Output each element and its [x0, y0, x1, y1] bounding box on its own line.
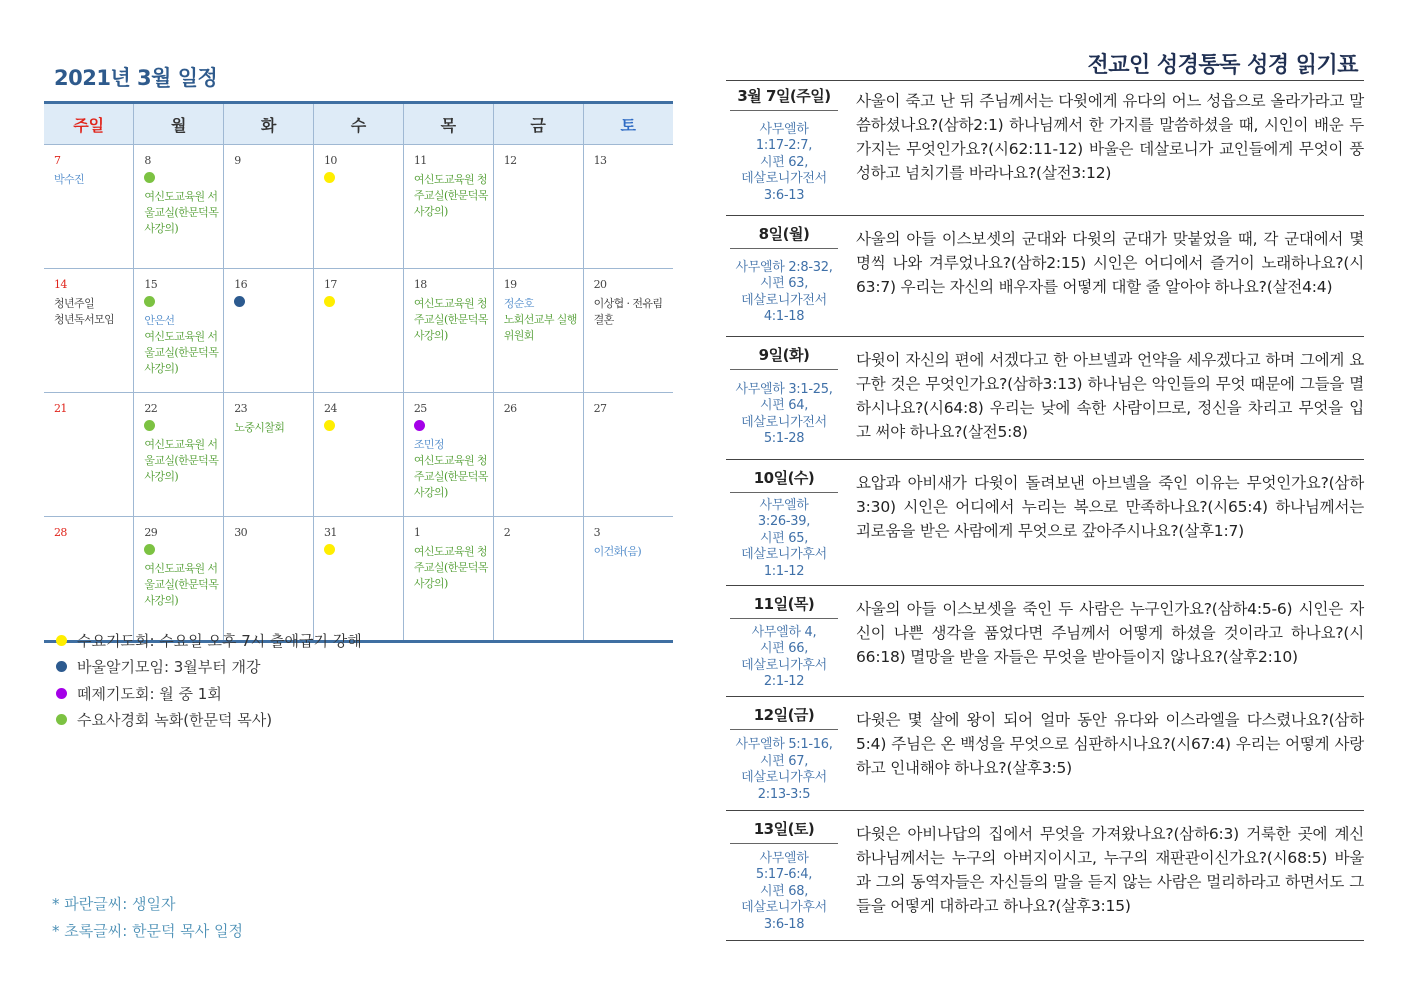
reading-questions: 사울의 아들 이스보셋의 군대와 다윗의 군대가 맞붙었을 때, 각 군대에서 몇 명씩 나와 겨루었나요?(삼하2:15) 시인은 어디에서 즐거이 노래하나요?(시63:7) 우리는 자신의 배우자를 어떻게 대할 줄 알아야 하나요?(살전4:4): [856, 230, 1364, 296]
calendar-day-cell: [403, 145, 493, 269]
calendar-event: 여신도교육원 청주교실(한문덕목사강의): [413, 545, 488, 590]
weekday-header: 주일: [44, 103, 134, 145]
day-number: 22: [144, 402, 158, 415]
day-number: 14: [54, 278, 67, 291]
calendar-day-cell: [493, 269, 583, 393]
reading-passages: [726, 122, 842, 205]
calendar-day-cell: [314, 269, 404, 393]
legend-dot-yellow: [56, 635, 67, 646]
reading-questions: 요압과 아비새가 다윗이 돌려보낸 아브넬을 죽인 이유는 무엇인가요?(삼하3:30) 시인은 어디에서 누리는 복으로 만족하나요?(시65:4) 하나님께서는 괴로움을 받은 사람에게 무엇으로 갚아주시나요?(살후1:7): [856, 474, 1364, 540]
calendar-event: 청년독서모임: [54, 313, 115, 326]
day-number: 21: [54, 402, 67, 415]
reading-passages: [726, 260, 842, 326]
calendar-day-cell: [224, 517, 314, 642]
day-number: 9: [234, 154, 241, 167]
calendar-day-cell: [44, 393, 134, 517]
calendar-day-cell: [493, 145, 583, 269]
day-number: 31: [324, 526, 337, 539]
calendar-event: 여신도교육원 청주교실(한문덕목사강의): [413, 297, 488, 342]
reading-passage-line: 시편 63,: [759, 276, 809, 291]
reading-passage-line: 데살로니가후서: [741, 900, 827, 916]
reading-passage-line: 데살로니가후서: [741, 547, 827, 563]
calendar-day-cell: [403, 517, 493, 642]
day-number: 10: [324, 154, 337, 167]
legend-dot-purple: [56, 688, 67, 699]
legend-item: [56, 627, 362, 654]
calendar-day-cell: [314, 393, 404, 517]
reading-passage-line: 3:26-39,: [757, 514, 811, 530]
calendar-day-cell: [134, 517, 224, 642]
reading-passage-line: 2:1-12: [763, 674, 805, 689]
calendar-day-cell: [224, 393, 314, 517]
weekday-header: 토: [583, 103, 673, 145]
color-note: * 파란글씨: 생일자: [52, 895, 176, 913]
reading-questions: 다윗이 자신의 편에 서겠다고 한 아브넬과 언약을 세우겠다고 하며 그에게 요구한 것은 무엇인가요?(삼하3:13) 하나님은 악인들의 무엇 때문에 그들을 멸하시나요?(시64:8) 우리는 낮에 속한 사람이므로, 정신을 차리고 무엇을 입고 써야 하나요?(살전5:8): [856, 351, 1364, 441]
reading-passage-line: 사무엘하 3:1-25,: [735, 381, 833, 397]
calendar-day-cell: [493, 393, 583, 517]
event-dot-purple: [414, 420, 425, 431]
day-number: 19: [503, 278, 517, 291]
reading-passage-line: 데살로니가전서: [741, 414, 827, 430]
calendar-legend: [56, 627, 362, 733]
reading-table-title: 전교인 성경통독 성경 읽기표: [1087, 53, 1358, 78]
calendar-event: 이건화(음): [593, 545, 642, 558]
legend-label: 바울알기모임: 3월부터 개강: [77, 658, 261, 677]
reading-day-divider: [730, 618, 838, 619]
day-number: 11: [413, 154, 427, 167]
reading-questions: 사울이 죽고 난 뒤 주님께서는 다윗에게 유다의 어느 성읍으로 올라가라고 말씀하셨나요?(삼하2:1) 하나님께서 한 가지를 말씀하셨을 때, 시인이 배운 두 가지는 무엇인가요?(시62:11-12) 바울은 데살로니가 교인들에게 무엇이 풍성하고 넘치기를 바라나요?(살전3:12): [856, 92, 1364, 182]
calendar-event: 안은선: [144, 314, 175, 327]
reading-day: 8일(월): [758, 225, 810, 243]
calendar-day-cell: [583, 269, 673, 393]
day-number: 26: [503, 402, 517, 415]
weekday-header-row: [44, 103, 673, 145]
legend-item: [56, 707, 362, 734]
reading-passages: [726, 851, 842, 934]
day-number: 1: [413, 526, 421, 539]
calendar-table: [44, 101, 673, 643]
weekday-header: 월: [134, 103, 224, 145]
reading-passage-line: 3:6-18: [763, 916, 805, 932]
reading-passage-line: 1:17-2:7,: [755, 138, 813, 154]
reading-day: 13일(토): [753, 820, 815, 838]
reading-passages: [726, 737, 842, 803]
reading-day: 3월 7일(주일): [737, 87, 831, 105]
day-number: 13: [593, 154, 607, 167]
reading-day-divider: [730, 110, 838, 111]
reading-day-divider: [730, 729, 838, 730]
reading-passage-line: 시편 68,: [759, 883, 809, 899]
reading-passage-line: 시편 65,: [759, 530, 809, 546]
day-number: 27: [593, 402, 607, 415]
event-dot-yellow: [324, 420, 335, 431]
event-dot-navy: [234, 296, 245, 307]
event-dot-yellow: [324, 544, 335, 555]
calendar-day-cell: [583, 145, 673, 269]
weekday-header: 화: [224, 103, 314, 145]
calendar-day-cell: [134, 393, 224, 517]
reading-row: [726, 81, 1364, 216]
reading-passage-line: 2:13-3:5: [757, 786, 811, 802]
reading-passage-line: 사무엘하: [759, 850, 809, 866]
reading-row: [726, 814, 1364, 941]
event-dot-green: [144, 172, 155, 183]
reading-passage-line: 시편 62,: [759, 154, 809, 170]
day-number: 17: [324, 278, 337, 291]
event-dot-yellow: [324, 172, 335, 183]
reading-passages: [726, 625, 842, 691]
calendar-day-cell: [314, 145, 404, 269]
day-number: 3: [593, 526, 600, 539]
reading-passage-line: 1:1-12: [763, 563, 805, 579]
calendar-event: 여신도교육원 청주교실(한문덕목사강의): [413, 454, 488, 499]
calendar-day-cell: [403, 269, 493, 393]
reading-day-divider: [730, 248, 838, 249]
reading-passage-line: 시편 66,: [759, 641, 809, 656]
reading-passage-line: 5:17-6:4,: [755, 867, 813, 883]
legend-label: 수요사경회 녹화(한문덕 목사): [77, 711, 273, 730]
legend-label: 수요기도회: 수요일 오후 7시 출애굽기 강해: [77, 631, 362, 650]
color-notes: [52, 893, 243, 947]
calendar-day-cell: [493, 517, 583, 642]
reading-passage-line: 데살로니가후서: [741, 770, 827, 785]
calendar-event: 청년주일: [54, 297, 95, 310]
legend-label: 떼제기도회: 월 중 1회: [77, 684, 222, 703]
day-number: 28: [54, 526, 67, 539]
legend-dot-green: [56, 714, 67, 725]
reading-passages: [726, 498, 842, 581]
calendar-day-cell: [44, 269, 134, 393]
day-number: 29: [144, 526, 158, 539]
reading-passage-line: 사무엘하 4,: [751, 624, 817, 640]
calendar-event: 이상협 · 전유림 결혼: [593, 297, 663, 326]
calendar-event: 조민정: [413, 438, 444, 451]
calendar-event: 여신도교육원 청주교실(한문덕목사강의): [413, 173, 488, 218]
day-number: 18: [413, 278, 427, 291]
calendar-week-row: [44, 145, 673, 269]
reading-row: [726, 700, 1364, 811]
day-number: 24: [324, 402, 337, 415]
calendar-event: 노회선교부 실행위원회: [503, 313, 577, 342]
reading-passage-line: 사무엘하: [759, 121, 809, 137]
day-number: 12: [503, 154, 517, 167]
day-number: 30: [234, 526, 247, 539]
reading-row: [726, 463, 1364, 586]
reading-day-divider: [730, 492, 838, 493]
reading-day-divider: [730, 369, 838, 370]
calendar-event: 정순호: [503, 297, 534, 310]
calendar-event: 여신도교육원 서울교실(한문덕목사강의): [144, 562, 219, 607]
calendar-day-cell: [44, 517, 134, 642]
calendar-week-row: [44, 517, 673, 642]
weekday-header: 수: [314, 103, 404, 145]
reading-day: 10일(수): [753, 469, 815, 487]
day-number: 23: [234, 402, 247, 415]
legend-item: [56, 654, 362, 681]
reading-passage-line: 3:6-13: [763, 187, 805, 203]
calendar-event: 노중시찰회: [234, 421, 285, 434]
legend-item: [56, 680, 362, 707]
calendar-event: 박수진: [54, 173, 85, 186]
day-number: 15: [144, 278, 158, 291]
event-dot-yellow: [324, 296, 335, 307]
event-dot-green: [144, 420, 155, 431]
reading-passage-line: 시편 67,: [759, 753, 809, 769]
day-number: 7: [54, 154, 61, 167]
reading-row: [726, 589, 1364, 697]
calendar-day-cell: [583, 393, 673, 517]
day-number: 25: [413, 402, 427, 415]
calendar-day-cell: [403, 393, 493, 517]
reading-day: 12일(금): [753, 706, 815, 724]
reading-passage-line: 시편 64,: [759, 398, 809, 413]
reading-questions: 다윗은 몇 살에 왕이 되어 얼마 동안 유다와 이스라엘을 다스렸나요?(삼하5:4) 주님은 온 백성을 무엇으로 심판하시나요?(시67:4) 우리는 어떻게 사랑하고 인내해야 하나요?(살후3:5): [856, 711, 1364, 777]
day-number: 2: [503, 526, 511, 539]
reading-row: [726, 219, 1364, 337]
reading-passage-line: 4:1-18: [763, 309, 805, 324]
calendar-day-cell: [224, 269, 314, 393]
reading-passage-line: 사무엘하 5:1-16,: [735, 737, 833, 752]
day-number: 8: [144, 154, 151, 167]
calendar-event: 여신도교육원 서울교실(한문덕목사강의): [144, 438, 219, 483]
calendar-day-cell: [134, 269, 224, 393]
calendar-day-cell: [583, 517, 673, 642]
day-number: 20: [593, 278, 607, 291]
reading-passages: [726, 382, 842, 448]
calendar-day-cell: [314, 517, 404, 642]
reading-passage-line: 데살로니가전서: [741, 292, 827, 308]
reading-questions: 다윗은 아비나답의 집에서 무엇을 가져왔나요?(삼하6:3) 거룩한 곳에 계신 하나님께서는 누구의 아버지이시고, 누구의 재판관이신가요?(시68:5) 바울과 그의 동역자들은 자신들의 말을 듣지 않는 사람은 멀리하라고 하면서도 그들을 어떻게 대하라고 하나요?(살후3:15): [856, 825, 1364, 915]
calendar-event: 여신도교육원 서울교실(한문덕목사강의): [144, 190, 219, 235]
reading-row: [726, 340, 1364, 460]
calendar-day-cell: [224, 145, 314, 269]
event-dot-green: [144, 544, 155, 555]
calendar-day-cell: [134, 145, 224, 269]
reading-passage-line: 5:1-28: [763, 431, 805, 446]
reading-day-divider: [730, 843, 838, 844]
calendar-week-row: [44, 269, 673, 393]
calendar: [44, 101, 673, 643]
reading-questions: 사울의 아들 이스보셋을 죽인 두 사람은 누구인가요?(삼하4:5-6) 시인은 자신이 나쁜 생각을 품었다면 주님께서 어떻게 하셨을 것이라고 하나요?(시66:18) 멸망을 받을 자들은 무엇을 받아들이지 않나요?(살후2:10): [856, 600, 1364, 666]
reading-day: 11일(목): [753, 595, 815, 613]
color-note: * 초록글씨: 한문덕 목사 일정: [52, 922, 244, 940]
reading-passage-line: 데살로니가전서: [741, 171, 827, 187]
reading-passage-line: 사무엘하 2:8-32,: [735, 259, 833, 275]
legend-dot-navy: [56, 661, 67, 672]
calendar-event: 여신도교육원 서울교실(한문덕목사강의): [144, 330, 219, 375]
reading-day: 9일(화): [758, 346, 810, 364]
reading-passage-line: 사무엘하: [759, 497, 809, 513]
day-number: 16: [234, 278, 247, 291]
calendar-day-cell: [44, 145, 134, 269]
reading-passage-line: 데살로니가후서: [741, 657, 827, 673]
weekday-header: 금: [493, 103, 583, 145]
weekday-header: 목: [403, 103, 493, 145]
calendar-week-row: [44, 393, 673, 517]
event-dot-green: [144, 296, 155, 307]
calendar-title: 2021년 3월 일정: [54, 66, 218, 90]
